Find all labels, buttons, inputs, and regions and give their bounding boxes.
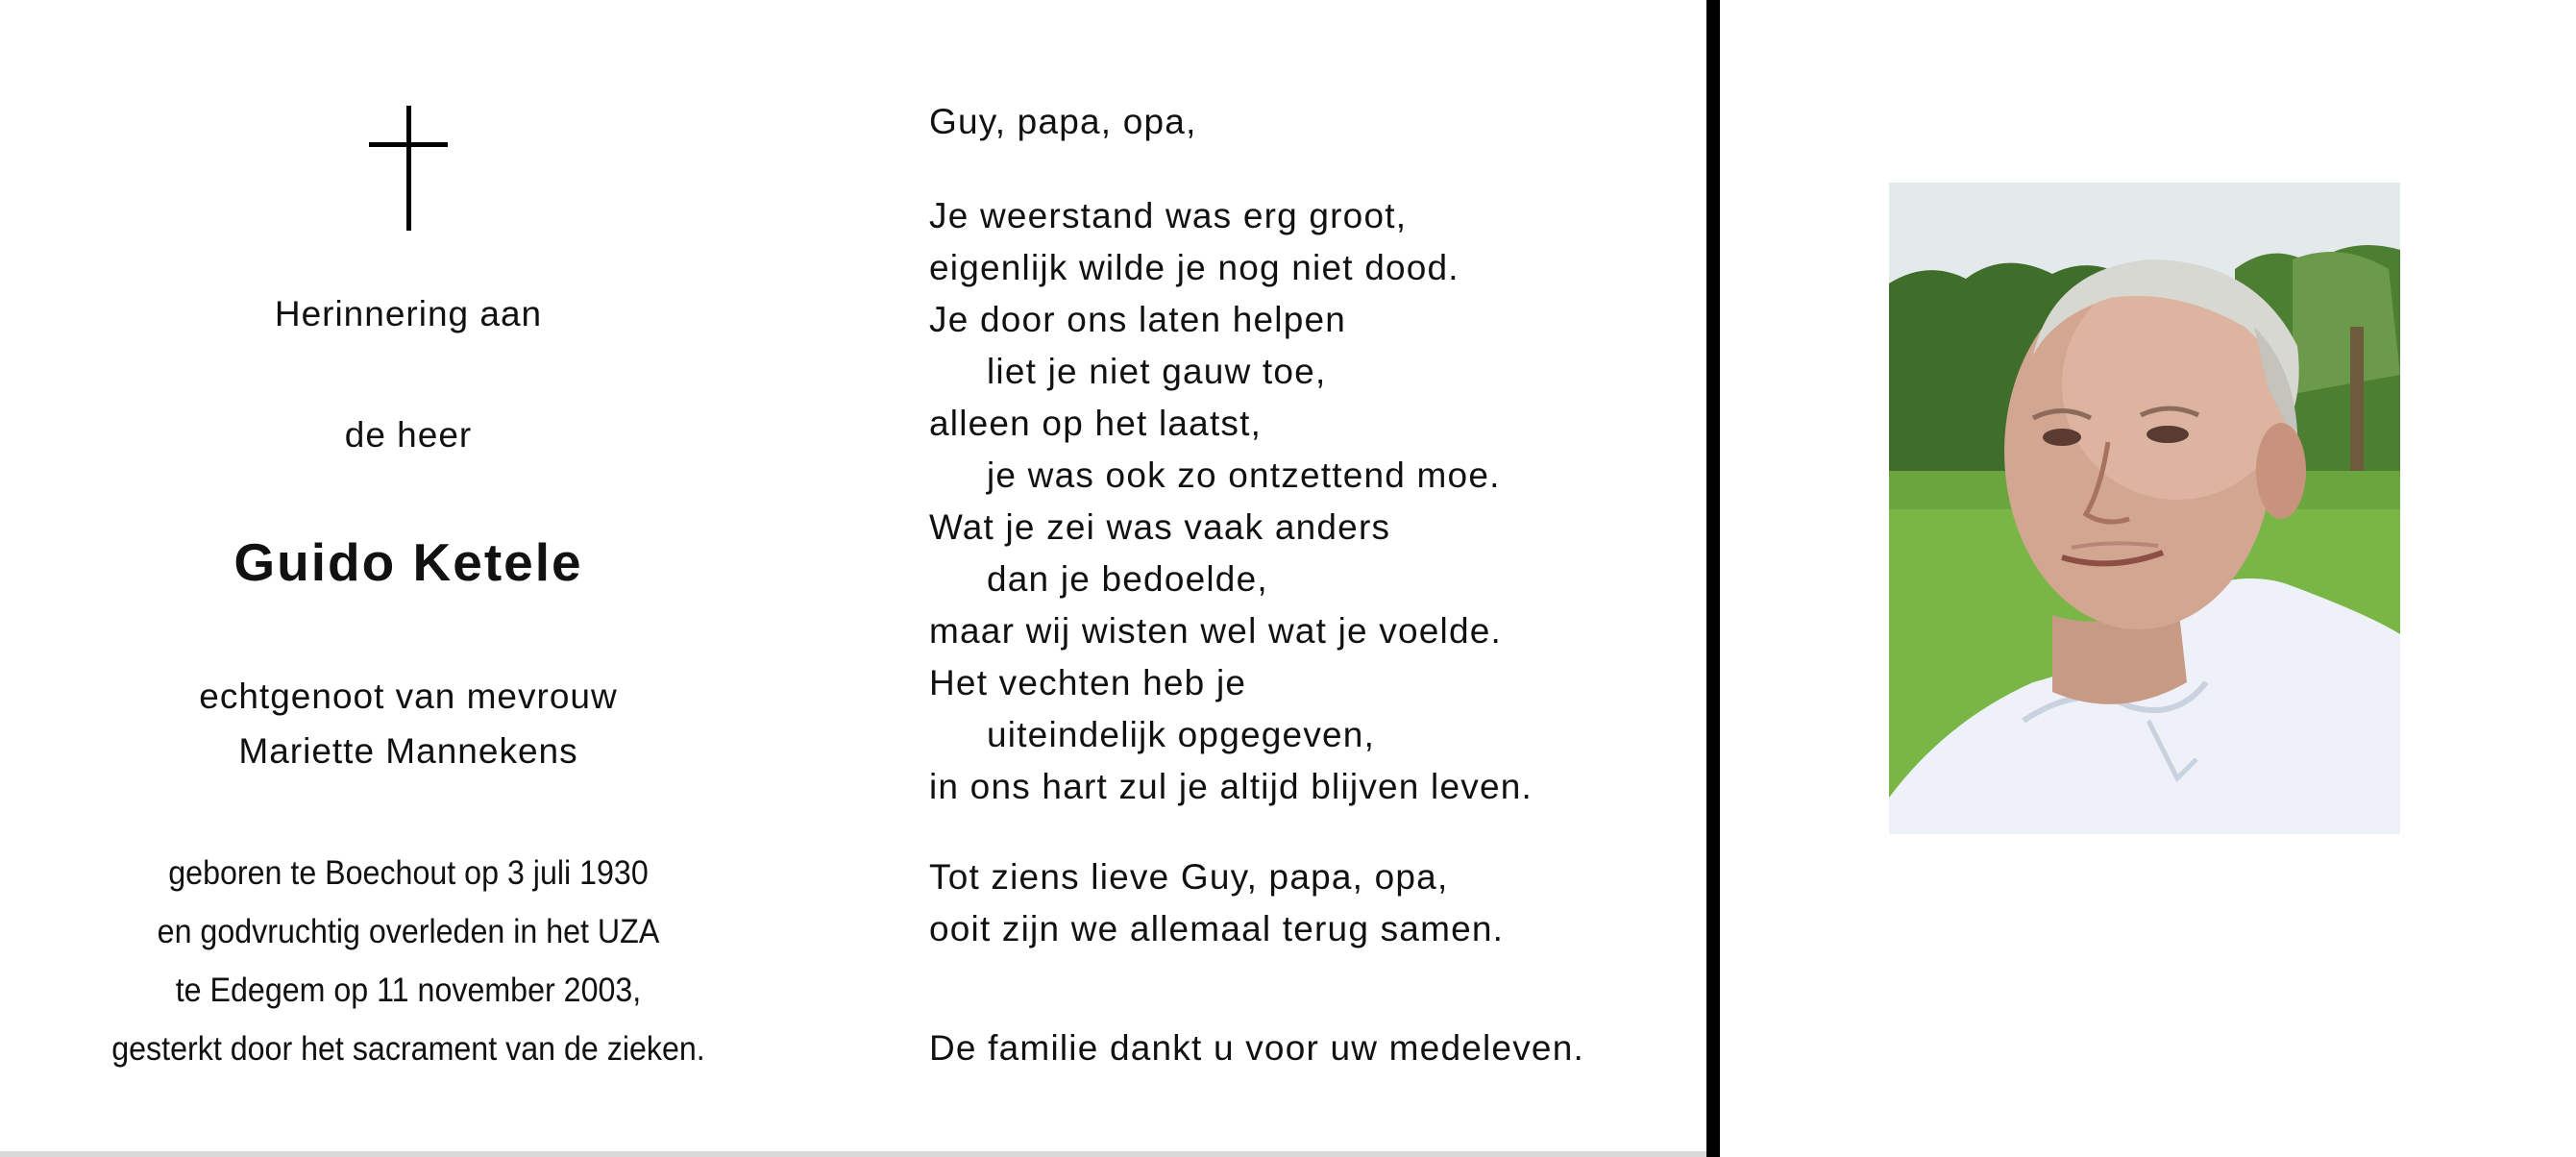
poem-line: je was ook zo ontzettend moe.	[987, 455, 1501, 495]
bio-line: en godvruchtig overleden in het UZA	[157, 913, 660, 950]
cross-icon	[369, 106, 448, 231]
thanks-text: De familie dankt u voor uw medeleven.	[929, 1028, 1584, 1068]
poem-line: eigenlijk wilde je nog niet dood.	[929, 248, 1460, 287]
poem-line: alleen op het laatst,	[929, 404, 1263, 443]
poem-line: Je door ons laten helpen	[929, 300, 1347, 339]
poem-line: Tot ziens lieve Guy, papa, opa,	[929, 857, 1449, 897]
poem-line: ooit zijn we allemaal terug samen.	[929, 909, 1505, 948]
fold-divider	[1706, 0, 1720, 1157]
poem-line: Wat je zei was vaak anders	[929, 507, 1391, 547]
poem-line: Het vechten heb je	[929, 663, 1247, 702]
deceased-name: Guido Ketele	[233, 532, 583, 592]
intro-text: Herinnering aan	[274, 294, 543, 333]
spouse-block	[38, 669, 778, 778]
bio-line: geboren te Boechout op 3 juli 1930	[168, 854, 649, 892]
bio-line: te Edegem op 11 november 2003,	[175, 972, 642, 1009]
poem-line: uiteindelijk opgegeven,	[987, 715, 1376, 754]
spouse-line-2: Mariette Mannekens	[238, 731, 578, 771]
title-text: de heer	[344, 415, 473, 455]
poem-line: liet je niet gauw toe,	[987, 352, 1327, 391]
poem-line: dan je bedoelde,	[987, 559, 1268, 599]
poem-salutation: Guy, papa, opa,	[929, 102, 1197, 141]
bio-line: gesterkt door het sacrament van de zieken.	[111, 1030, 705, 1068]
poem-block	[929, 96, 1659, 1074]
poem-line: Je weerstand was erg groot,	[929, 196, 1408, 235]
portrait-photo	[1889, 183, 2400, 834]
card-edge	[0, 1151, 1706, 1157]
poem-line: maar wij wisten wel wat je voelde.	[929, 611, 1503, 651]
bio-block	[68, 844, 748, 1078]
poem-line: in ons hart zul je altijd blijven leven.	[929, 767, 1533, 806]
spouse-line-1: echtgenoot van mevrouw	[199, 677, 618, 716]
